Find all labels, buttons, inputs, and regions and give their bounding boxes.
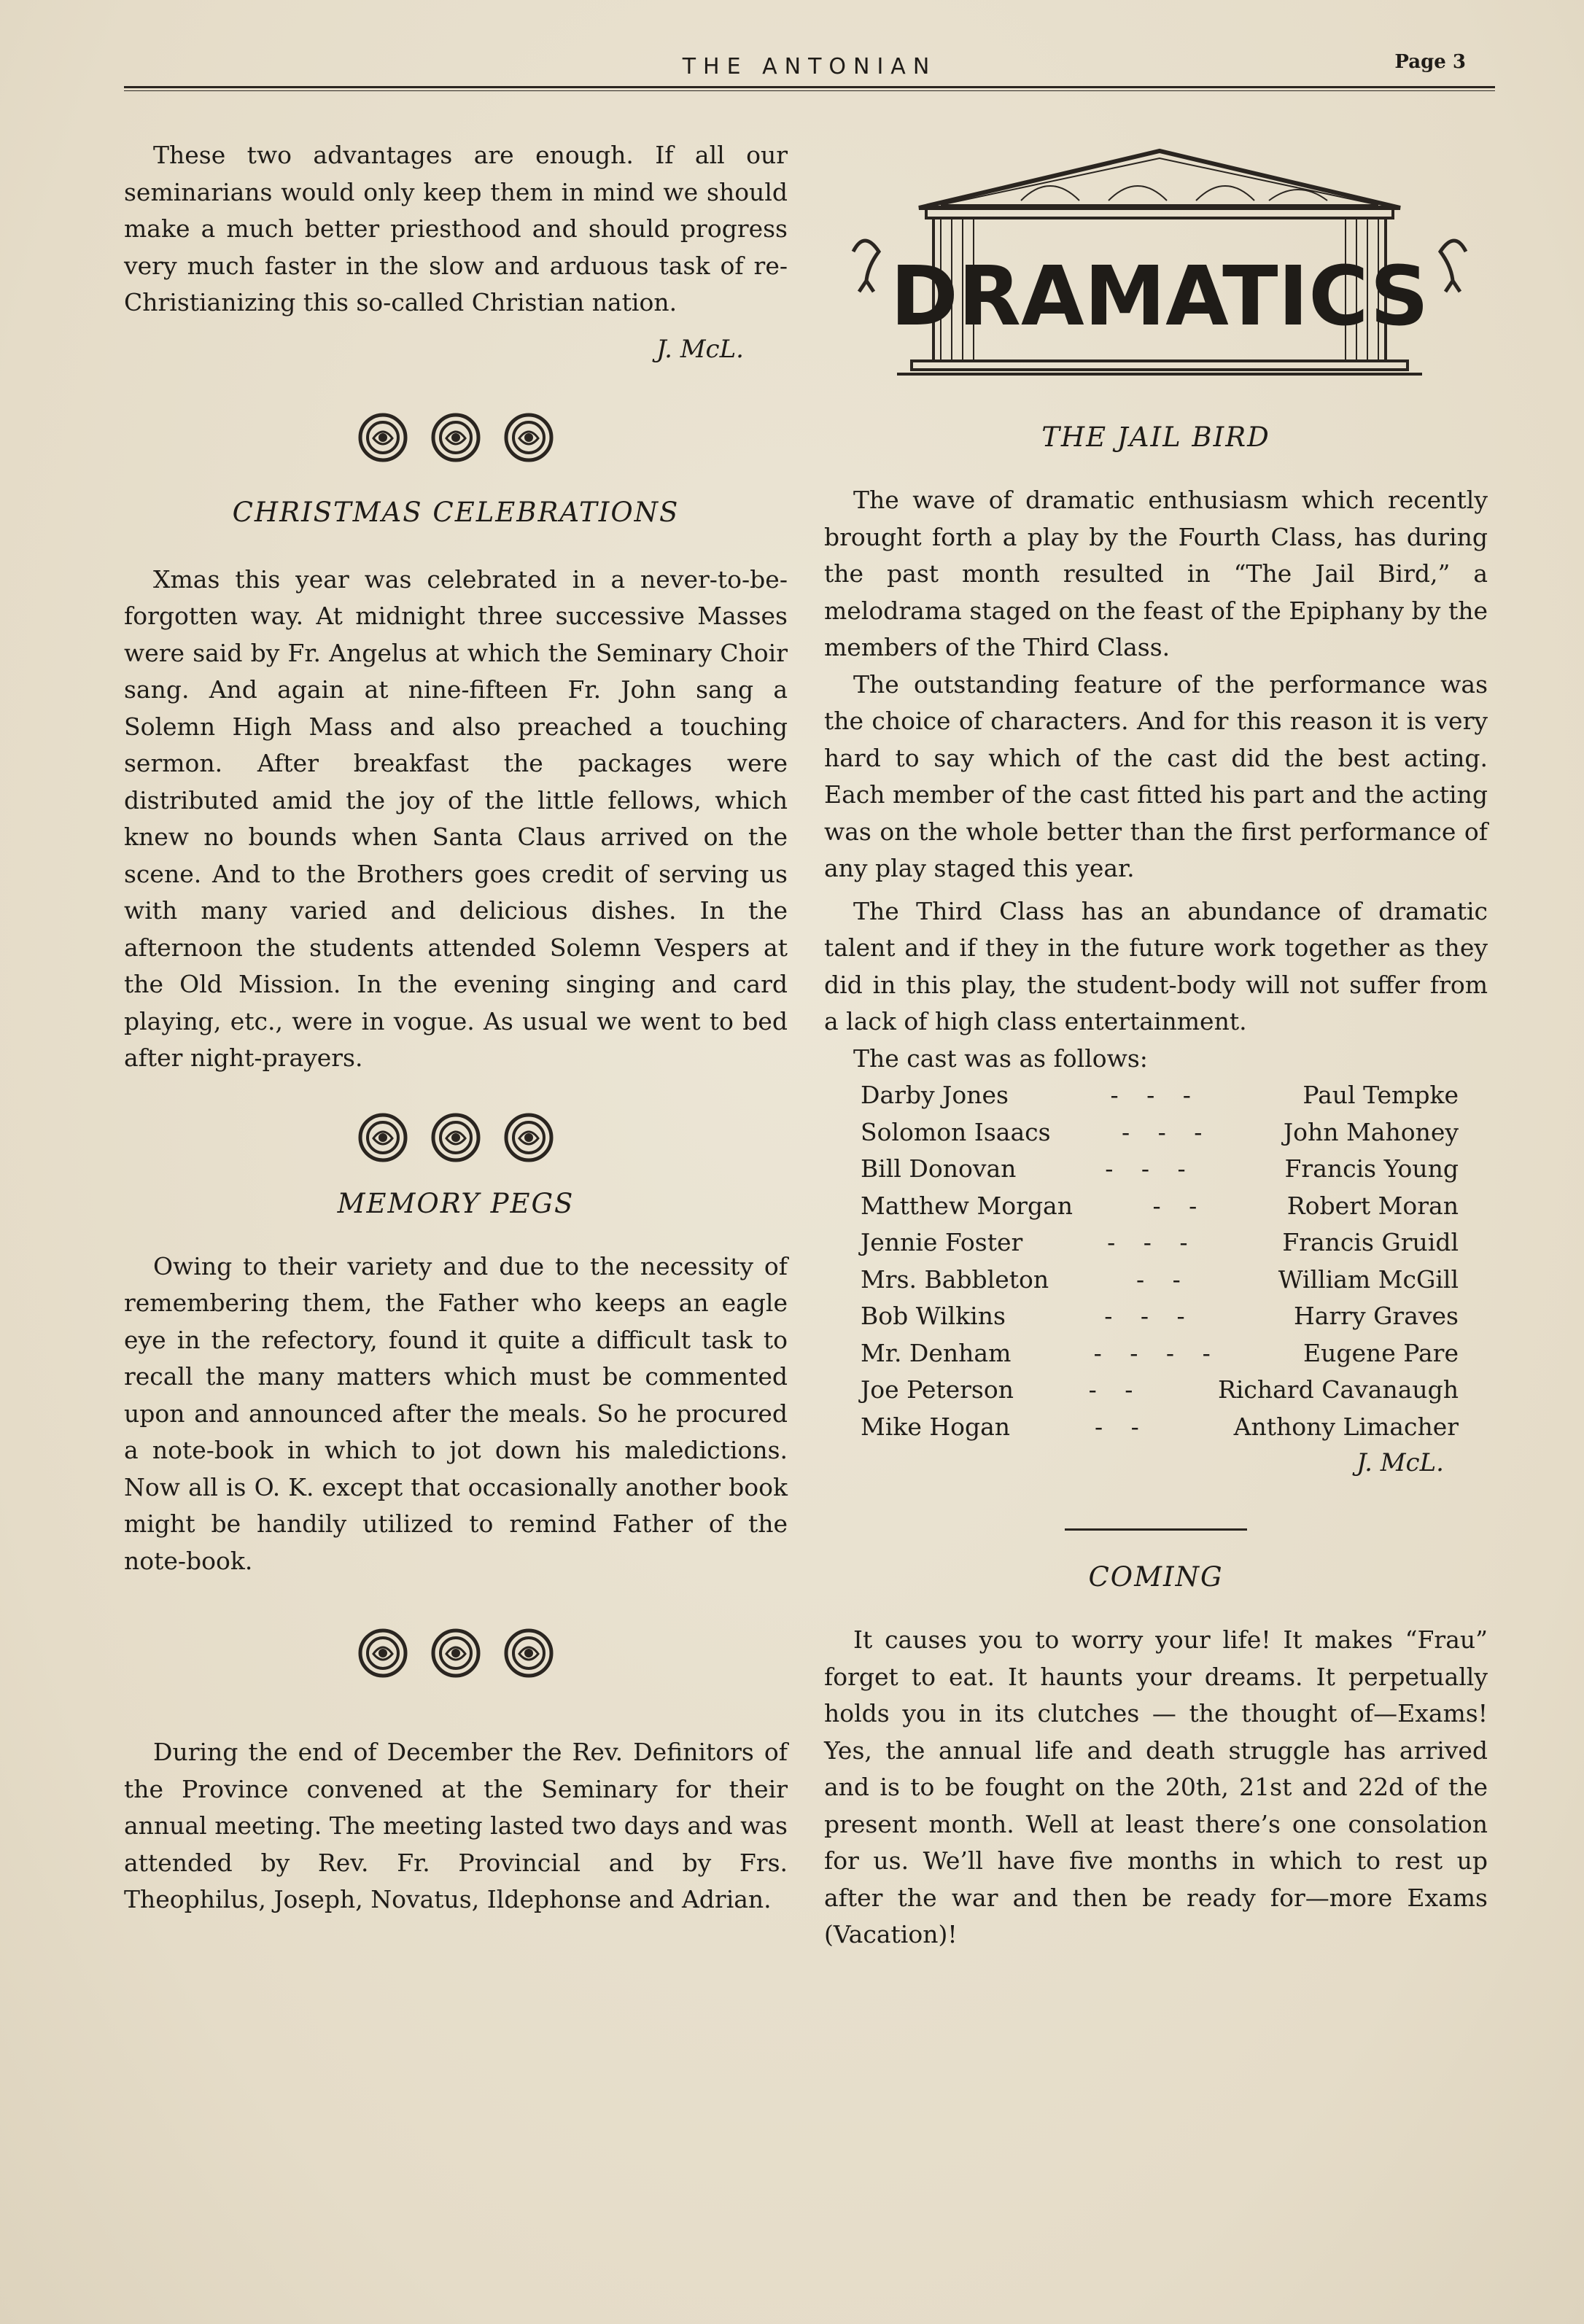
- masthead-title: THE ANTONIAN: [682, 54, 937, 79]
- jailbird-paragraph-1: The wave of dramatic enthusiasm which recently brought forth a play by the Fourth Class, has during the past month resulted in “The Jail Bird,” a melodrama staged on the feast of the Epiphany by the members of the Third Class.: [824, 486, 1488, 661]
- intro-paragraph: These two advantages are enough. If all our seminarians would only keep them in mind we should make a much better priesthood and should progress very much faster in the slow and arduous task of re-Christianizing this so-called Christian nation.: [124, 141, 788, 316]
- rose-icon: [357, 1112, 408, 1163]
- coming-heading: COMING: [1088, 1561, 1224, 1593]
- jailbird-signature: J. McL.: [1356, 1448, 1444, 1477]
- cast-actor: Anthony Limacher: [1233, 1412, 1459, 1441]
- rose-icon: [430, 1628, 481, 1679]
- cast-actor: Robert Moran: [1286, 1191, 1459, 1220]
- christmas-paragraph: Xmas this year was celebrated in a never-to-be-forgotten way. At midnight three successive Masses were said by Fr. Angelus at which the Seminary Choir sang. And again at nine-fifteen Fr. John sang a Solemn High Mass and also preached a touching sermon. After breakfast the packages were distributed amid the joy of the little fellows, which knew no bounds when Santa Claus arrived on the scene. And to the Brothers goes credit of serving us with many varied and delicious dishes. In the afternoon the students attended Solemn Vespers at the Old Mission. In the evening singing and card playing, etc., were in vogue. As usual we went to bed after night-prayers.: [124, 564, 788, 1072]
- rose-ornament: [124, 1628, 788, 1679]
- rose-icon: [503, 1628, 554, 1679]
- cast-row: [824, 1335, 1488, 1372]
- cast-actor: Francis Gruidl: [1282, 1228, 1459, 1256]
- memory-heading: MEMORY PEGS: [337, 1187, 575, 1219]
- cast-role: Mike Hogan: [861, 1412, 1011, 1441]
- cast-dashes: - - -: [1110, 1081, 1201, 1109]
- cast-actor: Francis Young: [1284, 1154, 1459, 1183]
- masthead-rule-thin: [124, 90, 1495, 91]
- intro-signature: J. McL.: [656, 334, 744, 364]
- cast-actor: Richard Cavanaugh: [1218, 1375, 1459, 1404]
- cast-row: [824, 1298, 1488, 1335]
- cast-row: [824, 1077, 1488, 1114]
- cast-actor: John Mahoney: [1283, 1117, 1459, 1146]
- cast-dashes: - - -: [1122, 1117, 1213, 1146]
- dramatics-banner: [831, 142, 1488, 405]
- cast-role: Mrs. Babbleton: [861, 1264, 1049, 1294]
- rose-icon: [357, 412, 408, 463]
- christmas-heading: CHRISTMAS CELEBRATIONS: [232, 496, 680, 528]
- coming-paragraph: It causes you to worry your life! It makes “Frau” forget to eat. It haunts your dreams. It perpetually holds you in its clutches — the thought of—Exams! Yes, the annual life and death struggle has arrived and is to be fought on the 20th, 21st and 22d of the present month. Well at least there’s one consolation for us. We’ll have five months in which to rest up after the war and then be ready for—more Exams (Vacation)!: [824, 1625, 1488, 1948]
- jailbird-heading: THE JAIL BIRD: [1041, 421, 1270, 453]
- cast-role: Jennie Foster: [861, 1228, 1023, 1256]
- memory-paragraph: Owing to their variety and due to the necessity of remembering them, the Father who keeps an eagle eye in the refectory, found it quite a difficult task to recall the many matters which must be commented upon and announced after the meals. So he procured a note-book in which to jot down his maledictions. Now all is O. K. except that occasionally another book might be handily utilized to remind Father of the note-book.: [124, 1251, 788, 1575]
- rose-icon: [430, 1112, 481, 1163]
- cast-row: [824, 1262, 1488, 1299]
- cast-actor: William McGill: [1278, 1264, 1459, 1294]
- cast-row: [824, 1114, 1488, 1151]
- cast-role: Solomon Isaacs: [861, 1117, 1051, 1146]
- cast-dashes: - - -: [1107, 1228, 1198, 1256]
- rose-ornament: [124, 412, 788, 463]
- cast-dashes: - - -: [1104, 1302, 1195, 1330]
- cast-intro: The cast was as follows:: [853, 1044, 1148, 1073]
- cast-role: Bob Wilkins: [861, 1302, 1006, 1330]
- cast-role: Joe Peterson: [861, 1375, 1014, 1404]
- rose-icon: [503, 1112, 554, 1163]
- rose-icon: [357, 1628, 408, 1679]
- cast-dashes: - -: [1094, 1412, 1149, 1441]
- cast-dashes: - -: [1152, 1191, 1208, 1220]
- cast-actor: Harry Graves: [1293, 1302, 1459, 1330]
- rose-ornament: [124, 1112, 788, 1163]
- section-divider: [1065, 1528, 1247, 1531]
- right-column: [824, 421, 1488, 1954]
- cast-dashes: - - -: [1105, 1154, 1196, 1183]
- cast-role: Darby Jones: [861, 1081, 1009, 1109]
- jailbird-paragraph-3: The Third Class has an abundance of dramatic talent and if they in the future work together as they did in this play, the student-body will not suffer from a lack of high class entertainment.: [824, 896, 1488, 1035]
- cast-role: Bill Donovan: [861, 1154, 1017, 1183]
- dramatics-word: DRAMATICS: [890, 249, 1429, 344]
- masthead: [124, 47, 1495, 90]
- jailbird-paragraph-2: The outstanding feature of the performance was the choice of characters. And for this reason it is very hard to say which of the cast did the best acting. Each member of the cast fitted his part and the acting was on the whole better than the first performance of any play staged this year.: [824, 669, 1488, 882]
- cast-row: [824, 1188, 1488, 1225]
- cast-role: Matthew Morgan: [861, 1191, 1073, 1220]
- cast-row: [824, 1151, 1488, 1188]
- cast-list: [824, 1077, 1488, 1445]
- cast-row: [824, 1372, 1488, 1409]
- masthead-rule: [124, 86, 1495, 88]
- rose-icon: [503, 412, 554, 463]
- cast-dashes: - -: [1136, 1264, 1191, 1294]
- cast-actor: Paul Tempke: [1302, 1081, 1459, 1109]
- cast-row: [824, 1224, 1488, 1262]
- rose-icon: [430, 412, 481, 463]
- page-number: Page 3: [1394, 51, 1466, 73]
- left-column: [124, 137, 788, 1919]
- cast-role: Mr. Denham: [861, 1338, 1012, 1367]
- cast-row: [824, 1409, 1488, 1446]
- cast-actor: Eugene Pare: [1303, 1338, 1459, 1367]
- cast-dashes: - - - -: [1093, 1338, 1221, 1367]
- cast-dashes: - -: [1088, 1375, 1144, 1404]
- definitors-paragraph: During the end of December the Rev. Definitors of the Province convened at the Seminary for their annual meeting. The meeting lasted two days and was attended by Rev. Fr. Provincial and by Frs. Theophilus, Joseph, Novatus, Ildephonse and Adrian.: [124, 1738, 788, 1913]
